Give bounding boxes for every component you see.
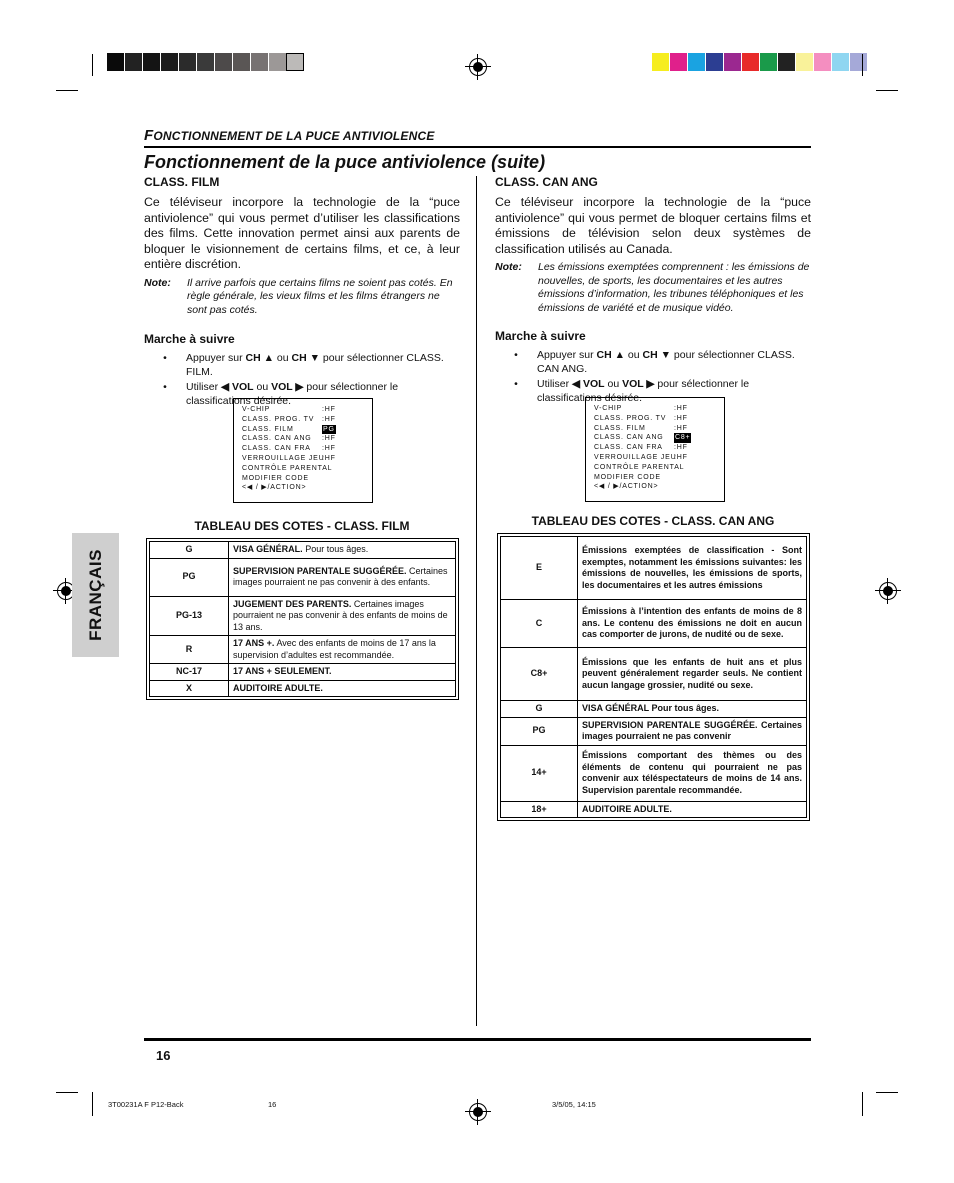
right-osd-menu [585,397,725,502]
rating-code: G [501,701,578,718]
color-swatch [670,53,688,71]
footer-page: 16 [268,1100,277,1109]
osd-value: :HF [674,405,688,412]
osd-row [594,473,716,483]
rating-description: 17 ANS +. Avec des enfants de moins de 17 ans la supervision d’adultes est recommandée. [229,636,456,664]
osd-row [594,404,716,414]
white-swatch [286,53,304,71]
osd-selected-value: C8+ [675,434,691,442]
osd-row [242,483,364,493]
osd-row [594,414,716,424]
rating-description: SUPERVISION PARENTALE SUGGÉRÉE. Certaines images pourraient ne pas convenir à des enfants. [229,558,456,596]
rating-description: Émissions à l’intention des enfants de moins de 8 ans. Le contenu des émissions ne doit en aucun cas comporter de jurons, de nudité ou de sexe. [578,600,807,648]
right-note: Note: Les émissions exemptées comprennent : les émissions de nouvelles, de sports, les documentaires et les autres émissions d’information, les tribunes téléphoniques et les émissions de variété et de musique vidéo. [495,261,810,314]
osd-value: :HF [674,453,688,461]
rating-description: VISA GÉNÉRAL. Pour tous âges. [229,542,456,559]
table-row [501,648,807,701]
rating-code: PG [501,717,578,745]
table-row [501,701,807,718]
osd-row [242,434,364,444]
rating-description: 17 ANS + SEULEMENT. [229,664,456,681]
step-item [495,349,811,376]
step-text: Appuyer sur CH ▲ ou CH ▼ pour sélectionner CLASS. CAN ANG. [537,349,795,375]
right-heading: CLASS. CAN ANG [495,175,598,189]
table-row [150,636,456,664]
osd-value: :HF [322,454,336,462]
rating-code: 14+ [501,745,578,801]
column-divider [476,176,477,1026]
table-row [150,596,456,636]
left-column [144,175,460,410]
left-table-title: TABLEAU DES COTES - CLASS. FILM [194,519,410,533]
step-item [144,352,460,379]
color-swatch [778,53,796,71]
osd-value: :HF [322,435,336,443]
osd-row [242,425,364,435]
crop-mark [862,54,863,76]
color-swatch [742,53,760,71]
osd-value: :HF [674,424,688,432]
bullet-icon: • [163,381,167,393]
footer-file: 3T00231A F P12-Back [108,1100,184,1109]
footer-rule [144,1038,811,1041]
rating-description: AUDITOIRE ADULTE. [578,801,807,818]
rating-code: C [501,600,578,648]
osd-label: V-CHIP [594,405,623,412]
rating-description: VISA GÉNÉRAL Pour tous âges. [578,701,807,718]
left-osd-menu [233,398,373,503]
table-row [150,664,456,681]
osd-label: CONTRÔLE PARENTAL [594,463,685,471]
left-note: Note: Il arrive parfois que certains films ne soient pas cotés. En règle générale, les vieux films et les films étrangers ne sont pas cotés. [144,276,453,316]
color-swatch [251,53,269,71]
color-swatch [197,53,215,71]
left-steps-heading: Marche à suivre [144,332,235,346]
right-steps-heading: Marche à suivre [495,329,586,343]
rating-code: C8+ [501,648,578,701]
osd-row [594,453,716,463]
language-tab: FRANÇAIS [72,533,119,657]
osd-value: :HF [322,406,336,413]
film-ratings-table [149,541,456,697]
color-swatch [107,53,125,71]
table-row [501,717,807,745]
page-number: 16 [156,1048,171,1063]
color-swatch [724,53,742,71]
color-swatch [215,53,233,71]
rating-code: PG [150,558,229,596]
color-swatch [850,53,868,71]
rating-description: Émissions exemptées de classification - Sont exemptes, notamment les émissions suivantes: les émissions de nouvelles, les émissions de sports, les documentaires et les autres émissions [578,537,807,600]
osd-label: CLASS. CAN FRA [594,444,663,452]
rating-code: E [501,537,578,600]
table-row [501,745,807,801]
osd-label: CLASS. CAN ANG [242,435,312,443]
right-table-title: TABLEAU DES COTES - CLASS. CAN ANG [531,514,775,528]
header-rule [144,146,811,148]
footer-date: 3/5/05, 14:15 [552,1100,596,1109]
color-swatch [688,53,706,71]
crop-mark [56,1092,78,1093]
color-swatch [233,53,251,71]
crop-mark [56,90,78,91]
crop-mark [876,1092,898,1093]
color-swatch [179,53,197,71]
table-row [150,542,456,559]
osd-label: MODIFIER CODE [242,474,309,482]
color-swatch [143,53,161,71]
rating-description: Émissions que les enfants de huit ans et plus peuvent généralement regarder seuls. Ne contient aucun langage grossier, nudité ou sexe. [578,648,807,701]
osd-row [242,405,364,415]
color-swatch [305,53,323,71]
osd-row [242,444,364,454]
osd-row [242,415,364,425]
osd-value: :HF [674,414,688,422]
color-swatch [161,53,179,71]
rating-description: Émissions comportant des thèmes ou des éléments de contenu qui pourraient ne pas convenir aux téléspectateurs de moins de 14 ans. Supervision parentale recommandée. [578,745,807,801]
bullet-icon: • [163,352,167,364]
osd-label: <◀ / ▶/ACTION> [594,483,659,491]
rating-description: JUGEMENT DES PARENTS. Certaines images pourraient ne pas convenir à des enfants de moins de 13 ans. [229,596,456,636]
osd-row [242,464,364,474]
right-body: Ce téléviseur incorpore la technologie de la “puce antiviolence” qui vous permet de bloquer certains films et émissions de télévision selon deux systèmes de classification utilisés au Canada. [495,195,811,256]
osd-label: CLASS. FILM [594,424,646,432]
table-row [501,801,807,818]
bullet-icon: • [514,349,518,361]
color-swatch [269,53,287,71]
osd-row [242,454,364,464]
color-swatch [814,53,832,71]
osd-row [594,433,716,443]
osd-row [594,424,716,434]
osd-label: CLASS. CAN ANG [594,434,664,442]
registration-mark-icon [469,1103,487,1121]
osd-label: VERROUILLAGE JEU [594,453,677,461]
can-ratings-table [500,536,807,818]
osd-row [594,463,716,473]
bullet-icon: • [514,378,518,390]
osd-label: VERROUILLAGE JEU [242,454,325,462]
osd-label: V-CHIP [242,406,271,413]
registration-mark-icon [879,582,897,600]
crop-mark [92,54,93,76]
right-column [495,175,811,407]
osd-selected-value: PG [323,425,335,433]
color-swatch [652,53,670,71]
step-text: Utiliser ◀ VOL ou VOL ▶ pour sélectionner le classifications désirée. [537,378,750,404]
osd-value: :HF [322,415,336,423]
color-swatch [125,53,143,71]
color-swatch [760,53,778,71]
osd-label: CLASS. CAN FRA [242,445,311,453]
section-label: FONCTIONNEMENT DE LA PUCE ANTIVIOLENCE [144,127,435,144]
osd-label: CLASS. PROG. TV [242,415,315,423]
osd-value: :HF [322,445,336,453]
table-row [150,680,456,697]
color-swatch [832,53,850,71]
rating-code: NC-17 [150,664,229,681]
rating-description: AUDITOIRE ADULTE. [229,680,456,697]
table-row [501,600,807,648]
registration-mark-icon [469,58,487,76]
left-body: Ce téléviseur incorpore la technologie de la “puce antiviolence” qui vous permet d’utiliser les classifications des films. Cette innovation permet ainsi aux parents de bloquer le visionnement de certains films, et ce, à leur entière discrétion. [144,195,460,271]
osd-value: :HF [674,444,688,452]
left-heading: CLASS. FILM [144,175,220,189]
osd-label: CONTRÔLE PARENTAL [242,464,333,472]
rating-code: G [150,542,229,559]
osd-row [242,474,364,484]
crop-mark [862,1092,863,1116]
table-row [501,537,807,600]
table-row [150,558,456,596]
osd-label: MODIFIER CODE [594,473,661,481]
osd-label: <◀ / ▶/ACTION> [242,484,307,492]
crop-mark [92,1092,93,1116]
color-swatch [796,53,814,71]
rating-code: 18+ [501,801,578,818]
step-text: Appuyer sur CH ▲ ou CH ▼ pour sélectionner CLASS. FILM. [186,352,444,378]
rating-code: PG-13 [150,596,229,636]
color-swatch [706,53,724,71]
page-title: Fonctionnement de la puce antiviolence (suite) [144,152,546,172]
rating-description: SUPERVISION PARENTALE SUGGÉRÉE. Certaines images pourraient ne pas convenir [578,717,807,745]
step-text: Utiliser ◀ VOL ou VOL ▶ pour sélectionner le classifications désirée. [186,381,399,407]
osd-row [594,443,716,453]
rating-code: X [150,680,229,697]
crop-mark [876,90,898,91]
osd-label: CLASS. PROG. TV [594,414,667,422]
osd-label: CLASS. FILM [242,425,294,433]
rating-code: R [150,636,229,664]
osd-row [594,482,716,492]
color-bar [652,53,868,71]
